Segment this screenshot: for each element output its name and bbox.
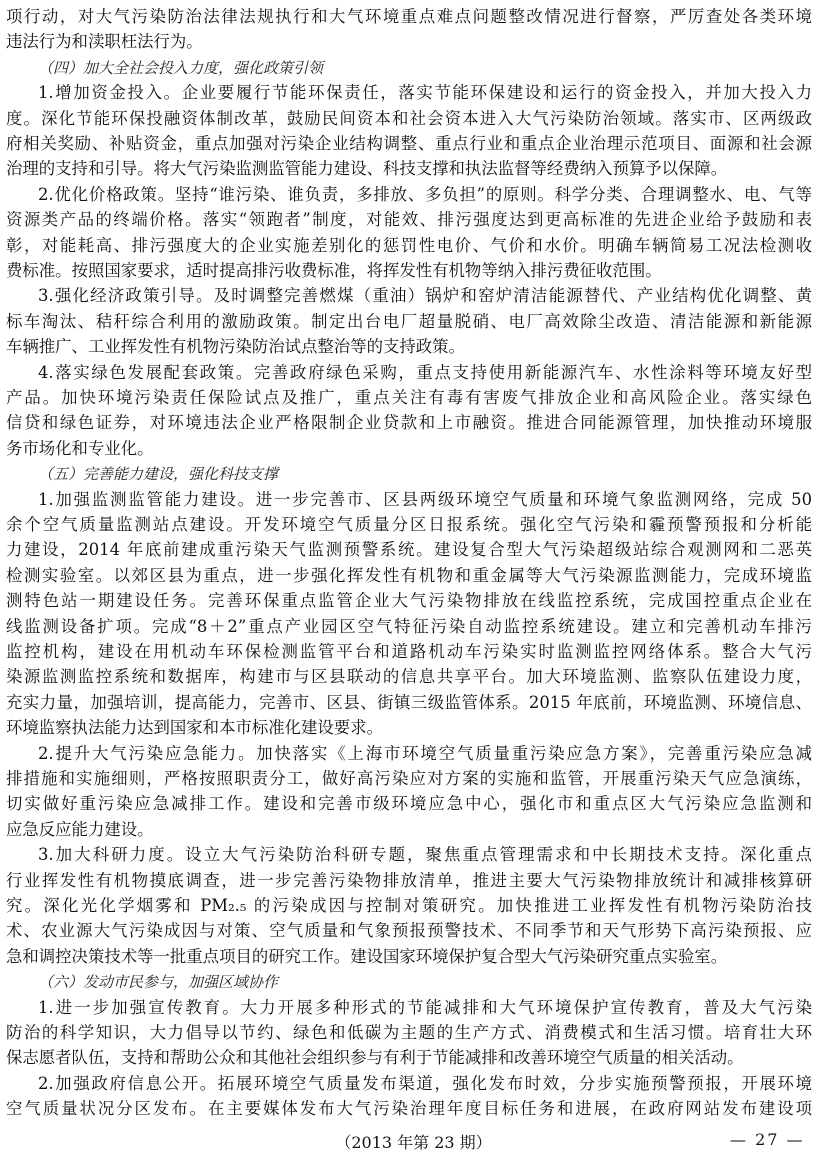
paragraph-line: 保志愿者队伍，支持和帮助公众和其他社会组织参与有利于节能减排和改善环境空气质量的相关活动。 [6, 1048, 744, 1068]
paragraph-line: 产品。加快环境污染责任保险试点及推广，重点关注有毒有害废气排放企业和高风险企业。落实绿色 [6, 388, 812, 407]
section-heading: （六）发动市民参与，加强区域协作 [38, 973, 279, 992]
paragraph-line: 信贷和绿色证券，对环境违法企业严格限制企业贷款和上市融资。推进合同能源管理，加快推动环境服 [6, 413, 812, 433]
paragraph-line: 资源类产品的终端价格。落实“领跑者”制度，对能效、排污强度达到更高标准的先进企业给予鼓励和表 [6, 210, 812, 230]
paragraph-line: 行业挥发性有机物摸底调查，进一步完善污染物排放清单，推进主要大气污染物排放统计和减排核算研 [6, 870, 812, 890]
paragraph-line: 力建设，2014 年底前建成重污染天气监测预警系统。建设复合型大气污染超级站综合观测网和二恶英 [6, 540, 812, 560]
paragraph-line: 1.加强监测监管能力建设。进一步完善市、区县两级环境空气质量和环境气象监测网络，完成 50 [38, 489, 812, 509]
paragraph-line: 3.强化经济政策引导。及时调整完善燃煤（重油）锅炉和窑炉清洁能源替代、产业结构优化调整、黄 [38, 286, 812, 306]
paragraph-line: 度。深化节能环保投融资体制改革，鼓励民间资本和社会资本进入大气污染防治领域。落实市、区两级政 [6, 108, 812, 128]
paragraph-line: 测特色站一期建设任务。完善环保重点监管企业大气污染物排放在线监控系统，完成国控重点企业在 [6, 591, 812, 611]
footer-issue-label: （2013 年第 23 期） [335, 1133, 492, 1152]
paragraph-line: 务市场化和专业化。 [6, 438, 154, 458]
paragraph-line: 应急反应能力建设。 [6, 819, 154, 839]
paragraph-line: 费标准。按照国家要求，适时提高排污收费标准，将挥发性有机物等纳入排污费征收范围。 [6, 261, 662, 280]
paragraph-line: 1.增加资金投入。企业要履行节能环保责任，落实节能环保建设和运行的资金投入，并加大投入力 [38, 83, 812, 103]
paragraph-line: 术、农业源大气污染成因与对策、空气质量和气象预报预警技术、不同季节和天气形势下高污染预报、应 [6, 921, 812, 941]
paragraph-line: 环境监察执法能力达到国家和本市标准化建设要求。 [6, 718, 383, 738]
paragraph-line: 2.优化价格政策。坚持“谁污染、谁负责，多排放、多负担”的原则。科学分类、合理调整水、电、气等 [38, 184, 812, 204]
paragraph-line: 项行动，对大气污染防治法律法规执行和大气环境重点难点问题整改情况进行督察，严厉查处各类环境 [6, 7, 812, 26]
paragraph-line: 检测实验室。以郊区县为重点，进一步强化挥发性有机物和重金属等大气污染源监测能力，完成环境监 [6, 565, 812, 585]
paragraph-line: 监控机构，建设在用机动车环保检测监管平台和道路机动车污染实时监测监控网络体系。整合大气污 [6, 642, 812, 661]
section-heading: （四）加大全社会投入力度，强化政策引领 [38, 58, 324, 77]
section-heading: （五）完善能力建设，强化科技支撑 [38, 465, 279, 484]
paragraph-line: 防治的科学知识，大力倡导以节约、绿色和低碳为主题的生产方式、消费模式和生活习惯。培育壮大环 [6, 1023, 812, 1042]
paragraph-line: 究。深化光化学烟雾和 PM₂.₅ 的污染成因与控制对策研究。加快推进工业挥发性有机物污染防治技 [6, 896, 812, 915]
paragraph-line: 染源监测监控系统和数据库，构建市与区县联动的信息共享平台。加大环境监测、监察队伍建设力度， [6, 667, 812, 687]
paragraph-line: 2.提升大气污染应急能力。加快落实《上海市环境空气质量重污染应急方案》，完善重污染应急减 [38, 743, 812, 763]
paragraph-line: 彰，对能耗高、排污强度大的企业实施差别化的惩罚性电价、气价和水价。明确车辆简易工况法检测收 [6, 235, 812, 255]
paragraph-line: 2.加强政府信息公开。拓展环境空气质量发布渠道，强化发布时效，分步实施预警预报，开展环境 [38, 1073, 812, 1093]
paragraph-line: 车辆推广、工业挥发性有机物污染防治试点整治等的支持政策。 [6, 337, 465, 357]
paragraph-line: 4.落实绿色发展配套政策。完善政府绿色采购，重点支持使用新能源汽车、水性涂料等环境友好型 [38, 362, 812, 382]
paragraph-line: 标车淘汰、秸秆综合利用的激励政策。制定出台电厂超量脱硝、电厂高效除尘改造、清洁能源和新能源 [6, 311, 812, 331]
paragraph-line: 充实力量，加强培训，提高能力，完善市、区县、街镇三级监管体系。2015 年底前，环境监测、环境信息、 [6, 692, 812, 712]
page-number: — 27 — [730, 1130, 805, 1149]
paragraph-line: 排措施和实施细则，严格按照职责分工，做好高污染应对方案的实施和监管，开展重污染天气应急演练， [6, 769, 812, 788]
paragraph-line: 空气质量状况分区发布。在主要媒体发布大气污染治理年度目标任务和进展，在政府网站发布建设项 [6, 1099, 812, 1119]
paragraph-line: 违法行为和渎职枉法行为。 [6, 32, 203, 52]
paragraph-line: 1.进一步加强宣传教育。大力开展多种形式的节能减排和大气环境保护宣传教育，普及大气污染 [38, 997, 812, 1017]
paragraph-line: 急和调控决策技术等一批重点项目的研究工作。建设国家环境保护复合型大气污染研究重点实验室。 [6, 946, 728, 966]
paragraph-line: 治理的支持和引导。将大气污染监测监管能力建设、科技支撑和执法监督等经费纳入预算予以保障。 [6, 159, 728, 179]
paragraph-line: 3.加大科研力度。设立大气污染防治科研专题，聚焦重点管理需求和中长期技术支持。深化重点 [38, 845, 812, 865]
paragraph-line: 切实做好重污染应急减排工作。建设和完善市级环境应急中心，强化市和重点区大气污染应急监测和 [6, 794, 812, 814]
paragraph-line: 府相关奖励、补贴资金，重点加强对污染企业结构调整、重点行业和重点企业治理示范项目、面源和社会源 [6, 134, 812, 153]
paragraph-line: 线监测设备扩项。完成“8＋2”重点产业园区空气特征污染自动监控系统建设。建立和完善机动车排污 [6, 616, 812, 636]
paragraph-line: 余个空气质量监测站点建设。开发环境空气质量分区日报系统。强化空气污染和霾预警预报和分析能 [6, 515, 812, 534]
